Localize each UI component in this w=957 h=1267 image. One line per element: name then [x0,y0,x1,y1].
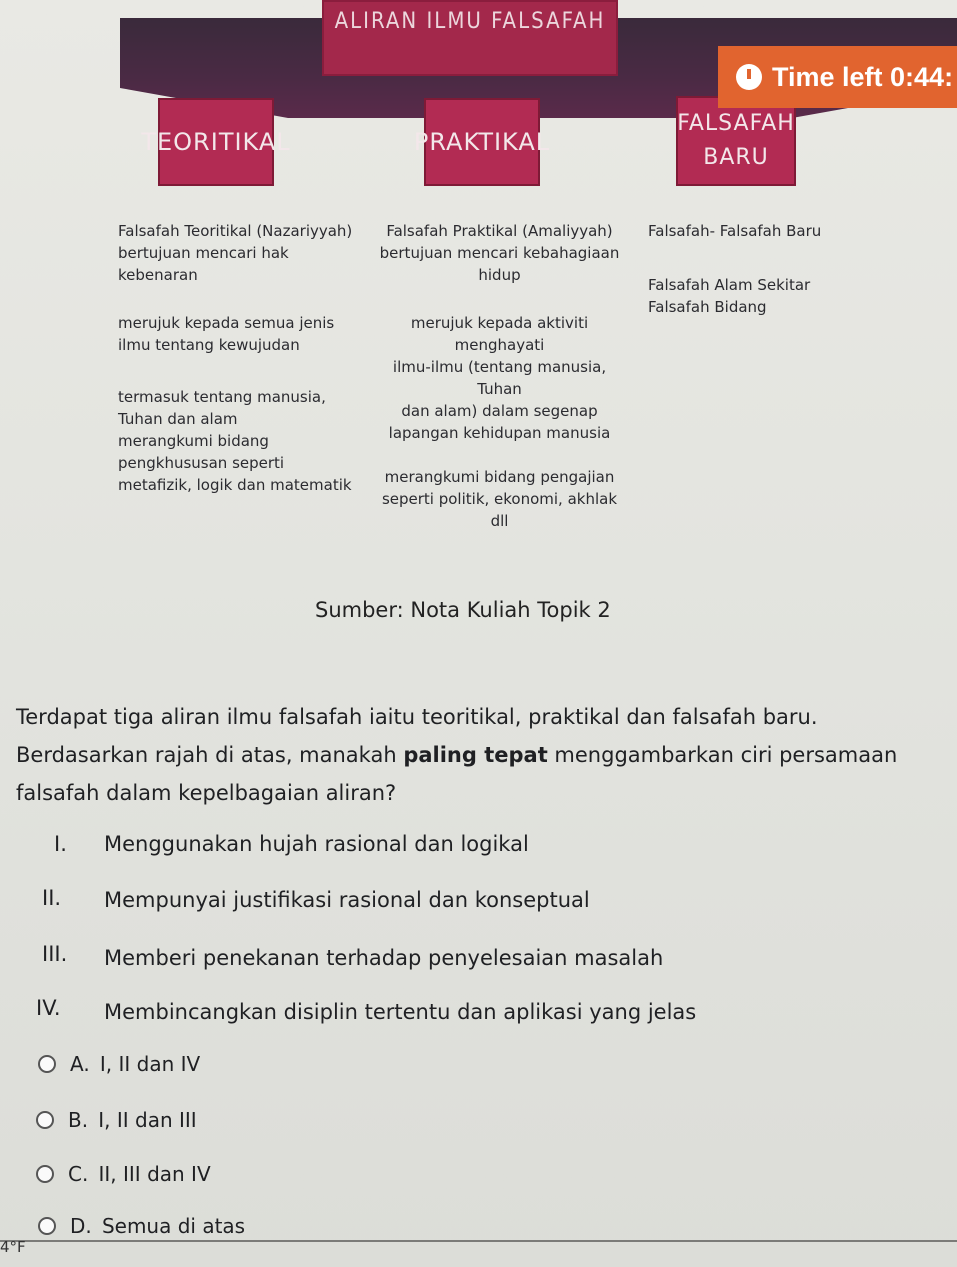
node-teoritikal: TEORITIKAL [158,98,274,186]
time-left-banner [718,46,957,108]
col3-line: Falsafah- Falsafah Baru [648,222,822,240]
time-left-label: Time left 0:44: [772,61,954,92]
clock-icon [736,64,762,90]
radio-a[interactable] [38,1055,56,1073]
diagram-title-box [322,0,618,76]
col1-line: pengkhususan seperti [118,454,285,472]
question-line-1: Terdapat tiga aliran ilmu falsafah iaitu teoritikal, praktikal dan falsafah baru. [16,705,818,729]
col2-line: Falsafah Praktikal (Amaliyyah) [386,222,613,240]
col2-line: dan alam) dalam segenap [401,402,598,420]
col1-line: merujuk kepada semua jenis [118,314,335,332]
taskbar-edge [0,1240,957,1242]
col1-line: merangkumi bidang [118,432,269,450]
col-praktikal [372,220,627,532]
col3-line: Falsafah Alam Sekitar [648,276,811,294]
statement-item: III. Memberi penekanan terhadap penyelesaian masalah [42,942,664,970]
option-a[interactable]: A. I, II dan IV [38,1052,200,1076]
col2-line: merangkumi bidang pengajian [384,468,615,486]
question-text [16,698,946,812]
col1-line: bertujuan mencari hak [118,244,289,262]
question-emphasis: paling tepat [403,743,548,767]
col1-line: Tuhan dan alam [118,410,238,428]
col2-line: seperti politik, ekonomi, akhlak dll [381,490,618,530]
col2-line: merujuk kepada aktiviti [410,314,589,332]
col-falsafah-baru [648,220,858,318]
col1-line: termasuk tentang manusia, [118,388,326,406]
radio-d[interactable] [38,1217,56,1235]
radio-b[interactable] [36,1111,54,1129]
diagram-title: ALIRAN ILMU FALSAFAH [334,9,606,34]
col1-line: kebenaran [118,266,198,284]
statement-item: I. Menggunakan hujah rasional dan logikal [54,832,529,856]
node-praktikal: PRAKTIKAL [424,98,540,186]
source-caption: Sumber: Nota Kuliah Topik 2 [315,598,611,622]
col3-line: Falsafah Bidang [648,298,767,316]
weather-temperature: 4°F [0,1238,26,1256]
radio-c[interactable] [36,1165,54,1183]
option-c[interactable]: C. II, III dan IV [36,1162,211,1186]
question-line-3: falsafah dalam kepelbagaian aliran? [16,781,397,805]
statement-item: II. Mempunyai justifikasi rasional dan konseptual [42,886,590,912]
option-d[interactable]: D. Semua di atas [38,1214,245,1238]
statement-item: IV. Membincangkan disiplin tertentu dan aplikasi yang jelas [36,996,697,1024]
col1-line: Falsafah Teoritikal (Nazariyyah) [118,222,353,240]
col2-line: hidup [478,266,521,284]
col2-line: bertujuan mencari kebahagiaan [379,244,620,262]
col2-line: menghayati [454,336,545,354]
node-falsafah-baru: FALSAFAH BARU [676,96,796,186]
col1-line: metafizik, logik dan matematik [118,476,352,494]
col2-line: ilmu-ilmu (tentang manusia, Tuhan [392,358,607,398]
col1-line: ilmu tentang kewujudan [118,336,300,354]
statement-list [36,832,940,1040]
col2-line: lapangan kehidupan manusia [388,424,611,442]
question-line-2: Berdasarkan rajah di atas, manakah paling tepat menggambarkan ciri persamaan [16,743,898,767]
col-teoritikal [118,220,358,496]
option-b[interactable]: B. I, II dan III [36,1108,197,1132]
